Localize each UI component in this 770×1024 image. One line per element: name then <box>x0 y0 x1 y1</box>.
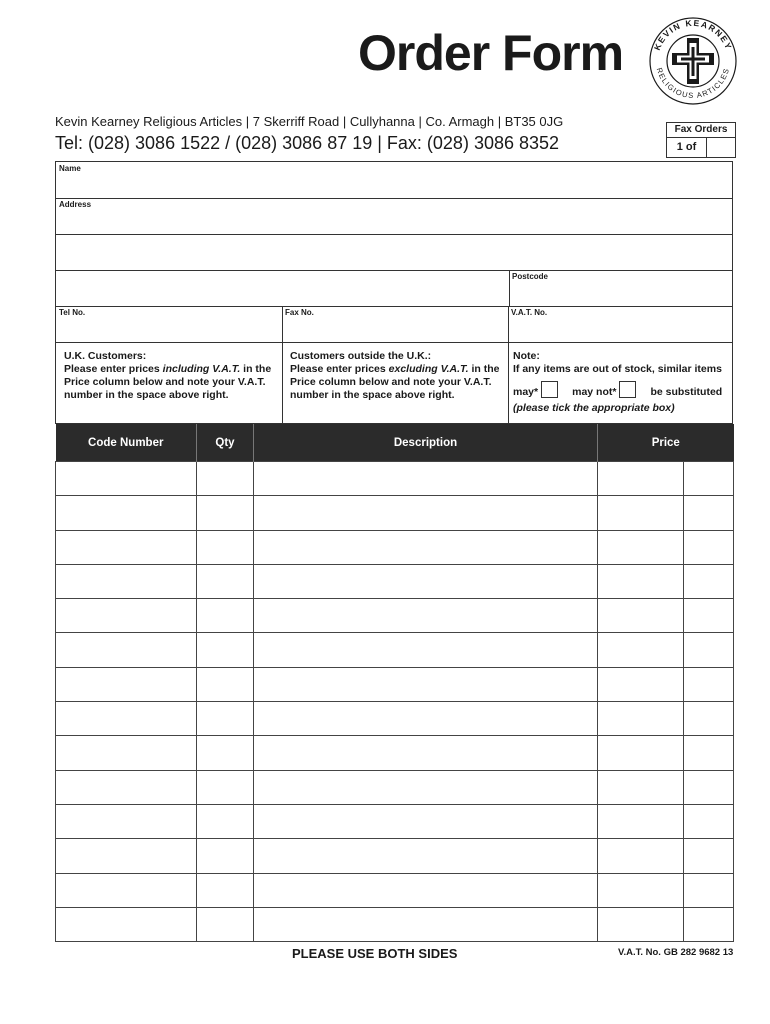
description-cell[interactable] <box>254 839 598 873</box>
code-number-cell[interactable] <box>56 599 197 633</box>
price-pounds-cell[interactable] <box>598 907 684 941</box>
qty-header: Qty <box>197 424 254 462</box>
address-field[interactable]: Address <box>59 200 92 209</box>
address-line-2-field[interactable] <box>56 235 732 269</box>
tel-field[interactable]: Tel No. <box>59 308 86 317</box>
qty-cell[interactable] <box>197 770 254 804</box>
qty-cell[interactable] <box>197 736 254 770</box>
price-pence-cell[interactable] <box>684 873 734 907</box>
kevin-kearney-logo <box>648 16 738 106</box>
code-number-cell[interactable] <box>56 804 197 838</box>
qty-cell[interactable] <box>197 667 254 701</box>
price-pounds-cell[interactable] <box>598 702 684 736</box>
fax-field[interactable]: Fax No. <box>285 308 314 317</box>
price-pence-cell[interactable] <box>684 770 734 804</box>
description-header: Description <box>254 424 598 462</box>
description-cell[interactable] <box>254 702 598 736</box>
table-row <box>56 770 734 804</box>
code-number-cell[interactable] <box>56 462 197 496</box>
vat-registration-number: V.A.T. No. GB 282 9682 13 <box>618 947 734 958</box>
form-title: Order Form <box>358 25 624 81</box>
code-number-header: Code Number <box>56 424 197 462</box>
company-phones: Tel: (028) 3086 1522 / (028) 3086 87 19 | Fax: (028) 3086 8352 <box>55 133 560 153</box>
code-number-cell[interactable] <box>56 496 197 530</box>
customer-details-section <box>55 161 733 424</box>
qty-cell[interactable] <box>197 907 254 941</box>
code-number-cell[interactable] <box>56 736 197 770</box>
table-row <box>56 667 734 701</box>
qty-cell[interactable] <box>197 873 254 907</box>
table-row <box>56 873 734 907</box>
postcode-field[interactable]: Postcode <box>512 272 549 281</box>
uk-customers-note: U.K. Customers: Please enter prices including V.A.T. in the Price column below and note your V.A.T. number in the space above right. <box>64 350 272 401</box>
price-pounds-cell[interactable] <box>598 496 684 530</box>
logo-ring-top: KEVIN KEARNEY <box>651 17 735 52</box>
price-pounds-cell[interactable] <box>598 530 684 564</box>
price-pounds-cell[interactable] <box>598 462 684 496</box>
price-pounds-cell[interactable] <box>598 564 684 598</box>
table-row <box>56 599 734 633</box>
price-pence-cell[interactable] <box>684 530 734 564</box>
description-cell[interactable] <box>254 873 598 907</box>
code-number-cell[interactable] <box>56 564 197 598</box>
table-row <box>56 907 734 941</box>
qty-cell[interactable] <box>197 530 254 564</box>
price-pounds-cell[interactable] <box>598 736 684 770</box>
address-line-3-field[interactable] <box>56 271 508 305</box>
description-cell[interactable] <box>254 804 598 838</box>
price-pounds-cell[interactable] <box>598 599 684 633</box>
code-number-cell[interactable] <box>56 702 197 736</box>
price-pounds-cell[interactable] <box>598 839 684 873</box>
fax-page-label: 1 of <box>667 138 707 157</box>
price-pence-cell[interactable] <box>684 702 734 736</box>
stock-substitution-note: Note: If any items are out of stock, similar items may* may not* be substituted (please tick the appropriate box) <box>513 350 723 414</box>
qty-cell[interactable] <box>197 633 254 667</box>
price-pounds-cell[interactable] <box>598 633 684 667</box>
may-substitute-checkbox[interactable] <box>541 381 558 398</box>
description-cell[interactable] <box>254 667 598 701</box>
vat-field[interactable]: V.A.T. No. <box>511 308 548 317</box>
table-row <box>56 804 734 838</box>
description-cell[interactable] <box>254 770 598 804</box>
code-number-cell[interactable] <box>56 633 197 667</box>
name-field[interactable]: Name <box>59 164 81 173</box>
qty-cell[interactable] <box>197 599 254 633</box>
price-header: Price <box>598 424 734 462</box>
price-pence-cell[interactable] <box>684 839 734 873</box>
company-address: Kevin Kearney Religious Articles | 7 Skerriff Road | Cullyhanna | Co. Armagh | BT35 0JG <box>55 114 564 129</box>
description-cell[interactable] <box>254 530 598 564</box>
table-row <box>56 736 734 770</box>
may-not-substitute-checkbox[interactable] <box>619 381 636 398</box>
table-row <box>56 462 734 496</box>
price-pence-cell[interactable] <box>684 599 734 633</box>
price-pence-cell[interactable] <box>684 804 734 838</box>
qty-cell[interactable] <box>197 496 254 530</box>
price-pence-cell[interactable] <box>684 462 734 496</box>
qty-cell[interactable] <box>197 839 254 873</box>
price-pence-cell[interactable] <box>684 907 734 941</box>
price-pounds-cell[interactable] <box>598 804 684 838</box>
price-pounds-cell[interactable] <box>598 873 684 907</box>
description-cell[interactable] <box>254 736 598 770</box>
table-row <box>56 702 734 736</box>
qty-cell[interactable] <box>197 564 254 598</box>
qty-cell[interactable] <box>197 804 254 838</box>
price-pence-cell[interactable] <box>684 633 734 667</box>
description-cell[interactable] <box>254 462 598 496</box>
price-pence-cell[interactable] <box>684 564 734 598</box>
fax-orders-box <box>666 122 736 158</box>
code-number-cell[interactable] <box>56 530 197 564</box>
description-cell[interactable] <box>254 633 598 667</box>
qty-cell[interactable] <box>197 702 254 736</box>
table-row <box>56 564 734 598</box>
description-cell[interactable] <box>254 496 598 530</box>
description-cell[interactable] <box>254 907 598 941</box>
description-cell[interactable] <box>254 599 598 633</box>
price-pence-cell[interactable] <box>684 667 734 701</box>
code-number-cell[interactable] <box>56 667 197 701</box>
table-row <box>56 530 734 564</box>
table-row <box>56 633 734 667</box>
qty-cell[interactable] <box>197 462 254 496</box>
table-row <box>56 496 734 530</box>
code-number-cell[interactable] <box>56 770 197 804</box>
fax-page-total-field[interactable] <box>707 138 735 157</box>
price-pounds-cell[interactable] <box>598 667 684 701</box>
order-items-table <box>55 424 734 942</box>
price-pence-cell[interactable] <box>684 736 734 770</box>
logo-ring-bottom: RELIGIOUS ARTICLES <box>654 66 732 101</box>
code-number-cell[interactable] <box>56 873 197 907</box>
price-pounds-cell[interactable] <box>598 770 684 804</box>
price-pence-cell[interactable] <box>684 496 734 530</box>
description-cell[interactable] <box>254 564 598 598</box>
fax-orders-heading: Fax Orders <box>667 123 735 138</box>
non-uk-customers-note: Customers outside the U.K.: Please enter prices excluding V.A.T. in the Price column below and note your V.A.T. number in the space above right. <box>290 350 500 401</box>
table-row <box>56 839 734 873</box>
code-number-cell[interactable] <box>56 907 197 941</box>
code-number-cell[interactable] <box>56 839 197 873</box>
use-both-sides-note: PLEASE USE BOTH SIDES <box>292 946 458 961</box>
